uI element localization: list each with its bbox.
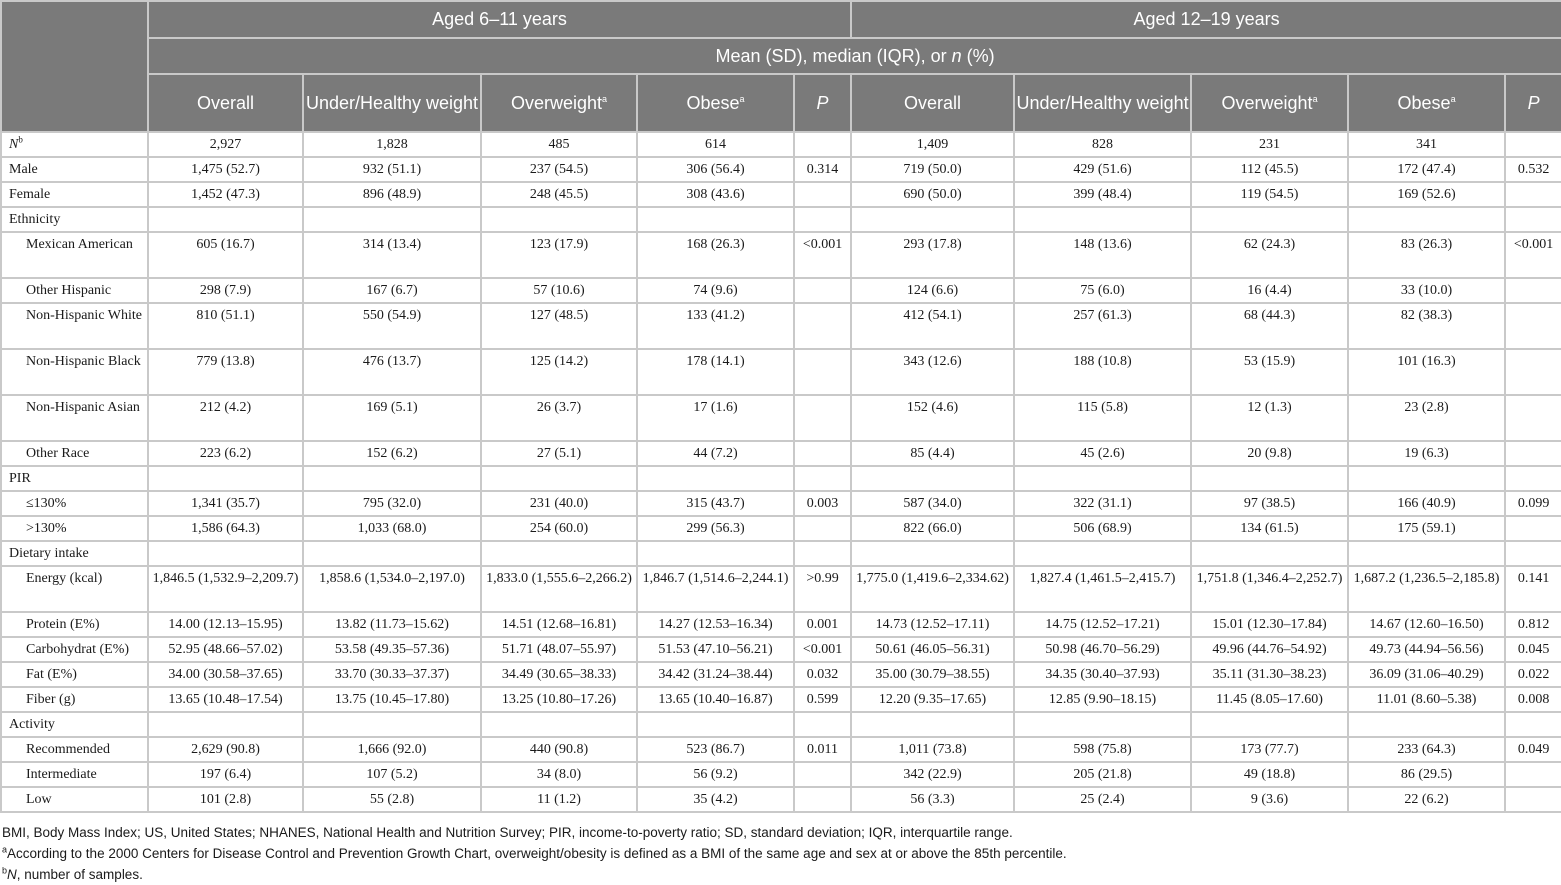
p-value-cell: 0.022 — [1505, 662, 1561, 687]
table-cell: 152 (6.2) — [303, 441, 481, 466]
table-cell: 50.98 (46.70–56.29) — [1014, 637, 1191, 662]
table-cell: 440 (90.8) — [481, 737, 637, 762]
table-cell: 14.51 (12.68–16.81) — [481, 612, 637, 637]
p-value-cell — [794, 182, 851, 207]
p-value-cell — [1505, 182, 1561, 207]
row-label: Non-Hispanic Black — [1, 349, 148, 395]
p-value-cell — [1505, 303, 1561, 349]
table-cell: 34.00 (30.58–37.65) — [148, 662, 303, 687]
table-cell: 133 (41.2) — [637, 303, 794, 349]
p-value-cell: >0.99 — [794, 566, 851, 612]
table-cell: 248 (45.5) — [481, 182, 637, 207]
column-header: Overweight$^a$ — [1191, 74, 1348, 132]
table-row — [1, 207, 1561, 232]
table-cell: 56 (9.2) — [637, 762, 794, 787]
p-value-cell: 0.532 — [1505, 157, 1561, 182]
row-label: >130% — [1, 516, 148, 541]
table-cell — [303, 541, 481, 566]
table-cell: 166 (40.9) — [1348, 491, 1505, 516]
table-cell: 49.73 (44.94–56.56) — [1348, 637, 1505, 662]
table-cell: 51.71 (48.07–55.97) — [481, 637, 637, 662]
p-value-cell — [794, 207, 851, 232]
table-cell: 298 (7.9) — [148, 278, 303, 303]
table-cell: 1,586 (64.3) — [148, 516, 303, 541]
p-value-cell — [1505, 541, 1561, 566]
table-cell — [1191, 712, 1348, 737]
table-cell: 188 (10.8) — [1014, 349, 1191, 395]
p-value-cell — [1505, 441, 1561, 466]
table-cell: 57 (10.6) — [481, 278, 637, 303]
row-label: Fiber (g) — [1, 687, 148, 712]
table-cell: 34.42 (31.24–38.44) — [637, 662, 794, 687]
table-cell: 828 — [1014, 132, 1191, 157]
table-cell: 101 (16.3) — [1348, 349, 1505, 395]
table-cell: 399 (48.4) — [1014, 182, 1191, 207]
row-label: Other Hispanic — [1, 278, 148, 303]
group-header-12-19: Aged 12–19 years — [851, 1, 1561, 38]
row-label: Protein (E%) — [1, 612, 148, 637]
table-cell: 124 (6.6) — [851, 278, 1014, 303]
table-cell: 1,833.0 (1,555.6–2,266.2) — [481, 566, 637, 612]
table-cell: 85 (4.4) — [851, 441, 1014, 466]
table-cell: 17 (1.6) — [637, 395, 794, 441]
row-label: Activity — [1, 712, 148, 737]
table-cell: 12.85 (9.90–18.15) — [1014, 687, 1191, 712]
p-value-cell — [794, 303, 851, 349]
table-cell: 506 (68.9) — [1014, 516, 1191, 541]
p-value-cell — [794, 516, 851, 541]
table-row — [1, 662, 1561, 687]
table-cell: 33.70 (30.33–37.37) — [303, 662, 481, 687]
table-cell: 27 (5.1) — [481, 441, 637, 466]
table-cell: 20 (9.8) — [1191, 441, 1348, 466]
footnote-b: $^b$N, number of samples. — [2, 865, 143, 882]
table-cell — [481, 466, 637, 491]
table-row — [1, 737, 1561, 762]
table-cell: 1,846.5 (1,532.9–2,209.7) — [148, 566, 303, 612]
p-value-cell: 0.141 — [1505, 566, 1561, 612]
table-cell: 75 (6.0) — [1014, 278, 1191, 303]
table-cell — [303, 466, 481, 491]
table-cell — [481, 712, 637, 737]
table-row — [1, 441, 1561, 466]
table-cell: 299 (56.3) — [637, 516, 794, 541]
table-cell: 9 (3.6) — [1191, 787, 1348, 812]
p-value-cell: 0.001 — [794, 612, 851, 637]
table-cell: 34 (8.0) — [481, 762, 637, 787]
table-row — [1, 157, 1561, 182]
table-cell: 97 (38.5) — [1191, 491, 1348, 516]
column-header: Under/Healthy weight — [1014, 74, 1191, 132]
p-value-cell — [794, 541, 851, 566]
p-value-cell: 0.011 — [794, 737, 851, 762]
row-label: Female — [1, 182, 148, 207]
table-cell: 614 — [637, 132, 794, 157]
row-label: Ethnicity — [1, 207, 148, 232]
column-header: Under/Healthy weight — [303, 74, 481, 132]
table-cell: 55 (2.8) — [303, 787, 481, 812]
p-value-cell: 0.045 — [1505, 637, 1561, 662]
table-cell: 82 (38.3) — [1348, 303, 1505, 349]
table-cell: 1,846.7 (1,514.6–2,244.1) — [637, 566, 794, 612]
table-row — [1, 516, 1561, 541]
table-cell: 123 (17.9) — [481, 232, 637, 278]
row-label: Non-Hispanic Asian — [1, 395, 148, 441]
footnote-abbreviations: BMI, Body Mass Index; US, United States; NHANES, National Health and Nutrition Survey; PIR, income-to-poverty ratio; SD, standard deviation; IQR, interquartile range. — [2, 825, 1013, 840]
p-value-cell — [794, 466, 851, 491]
row-label: Carbohydrat (E%) — [1, 637, 148, 662]
p-value-cell: 0.008 — [1505, 687, 1561, 712]
row-label: Recommended — [1, 737, 148, 762]
table-cell: 148 (13.6) — [1014, 232, 1191, 278]
table-cell — [1191, 466, 1348, 491]
table-cell: 11 (1.2) — [481, 787, 637, 812]
p-value-cell — [1505, 278, 1561, 303]
table-cell: 412 (54.1) — [851, 303, 1014, 349]
table-cell — [851, 541, 1014, 566]
table-cell: 56 (3.3) — [851, 787, 1014, 812]
table-cell: 62 (24.3) — [1191, 232, 1348, 278]
table-cell: 14.00 (12.13–15.95) — [148, 612, 303, 637]
row-label: Non-Hispanic White — [1, 303, 148, 349]
table-cell: 322 (31.1) — [1014, 491, 1191, 516]
table-cell — [637, 712, 794, 737]
table-cell — [637, 207, 794, 232]
table-cell: 1,858.6 (1,534.0–2,197.0) — [303, 566, 481, 612]
table-cell: 127 (48.5) — [481, 303, 637, 349]
table-cell — [1014, 207, 1191, 232]
p-value-cell: 0.314 — [794, 157, 851, 182]
table-cell: 306 (56.4) — [637, 157, 794, 182]
column-header: Overall — [851, 74, 1014, 132]
table-cell — [481, 541, 637, 566]
table-cell: 13.75 (10.45–17.80) — [303, 687, 481, 712]
column-header: Overall — [148, 74, 303, 132]
table-cell: 53 (15.9) — [1191, 349, 1348, 395]
table-cell: 314 (13.4) — [303, 232, 481, 278]
table-cell — [303, 712, 481, 737]
p-value-cell — [1505, 516, 1561, 541]
table-cell: 178 (14.1) — [637, 349, 794, 395]
p-value-cell — [794, 349, 851, 395]
p-value-cell — [1505, 395, 1561, 441]
row-label: PIR — [1, 466, 148, 491]
table-cell: 12 (1.3) — [1191, 395, 1348, 441]
table-cell: 86 (29.5) — [1348, 762, 1505, 787]
table-row — [1, 349, 1561, 395]
table-cell: 33 (10.0) — [1348, 278, 1505, 303]
table-cell: 25 (2.4) — [1014, 787, 1191, 812]
table-cell: 719 (50.0) — [851, 157, 1014, 182]
header-corner — [1, 1, 148, 132]
table-cell: 1,827.4 (1,461.5–2,415.7) — [1014, 566, 1191, 612]
table-cell — [1348, 712, 1505, 737]
table-cell: 19 (6.3) — [1348, 441, 1505, 466]
table-row — [1, 182, 1561, 207]
table-cell — [148, 207, 303, 232]
table-cell: 779 (13.8) — [148, 349, 303, 395]
column-header-row — [1, 74, 1561, 132]
table-cell: 168 (26.3) — [637, 232, 794, 278]
p-value-cell: 0.599 — [794, 687, 851, 712]
table-cell: 22 (6.2) — [1348, 787, 1505, 812]
table-cell: 68 (44.3) — [1191, 303, 1348, 349]
table-cell: 23 (2.8) — [1348, 395, 1505, 441]
table-header — [1, 1, 1561, 132]
table-row — [1, 712, 1561, 737]
table-cell: 175 (59.1) — [1348, 516, 1505, 541]
footnotes — [2, 822, 1067, 885]
row-label: Intermediate — [1, 762, 148, 787]
row-label: Dietary intake — [1, 541, 148, 566]
table-cell: 35 (4.2) — [637, 787, 794, 812]
table-cell: 485 — [481, 132, 637, 157]
table-cell: 233 (64.3) — [1348, 737, 1505, 762]
table-cell: 205 (21.8) — [1014, 762, 1191, 787]
table-cell: 1,452 (47.3) — [148, 182, 303, 207]
column-header: P — [1505, 74, 1561, 132]
table-cell: 14.67 (12.60–16.50) — [1348, 612, 1505, 637]
table-row — [1, 762, 1561, 787]
table-cell: 172 (47.4) — [1348, 157, 1505, 182]
table-cell: 308 (43.6) — [637, 182, 794, 207]
table-cell: 167 (6.7) — [303, 278, 481, 303]
row-label: Low — [1, 787, 148, 812]
p-value-cell — [794, 787, 851, 812]
p-value-cell — [1505, 712, 1561, 737]
table-cell: 152 (4.6) — [851, 395, 1014, 441]
p-value-cell — [1505, 349, 1561, 395]
table-cell — [1014, 541, 1191, 566]
table-row — [1, 787, 1561, 812]
table-cell: 16 (4.4) — [1191, 278, 1348, 303]
table-cell: 13.82 (11.73–15.62) — [303, 612, 481, 637]
column-header: P — [794, 74, 851, 132]
table-row — [1, 132, 1561, 157]
table-cell — [1014, 466, 1191, 491]
p-value-cell — [794, 712, 851, 737]
column-header: Overweight$^a$ — [481, 74, 637, 132]
table-cell: 932 (51.1) — [303, 157, 481, 182]
table-cell: 1,666 (92.0) — [303, 737, 481, 762]
table-cell: 13.65 (10.40–16.87) — [637, 687, 794, 712]
p-value-cell — [1505, 132, 1561, 157]
table-row — [1, 566, 1561, 612]
table-cell: 342 (22.9) — [851, 762, 1014, 787]
table-cell: 12.20 (9.35–17.65) — [851, 687, 1014, 712]
table-cell: 795 (32.0) — [303, 491, 481, 516]
table-cell: 1,011 (73.8) — [851, 737, 1014, 762]
table-cell: 197 (6.4) — [148, 762, 303, 787]
table-cell: 115 (5.8) — [1014, 395, 1191, 441]
table-cell: 1,033 (68.0) — [303, 516, 481, 541]
table-cell: 605 (16.7) — [148, 232, 303, 278]
table-row — [1, 491, 1561, 516]
table-cell: 14.75 (12.52–17.21) — [1014, 612, 1191, 637]
p-value-cell — [1505, 207, 1561, 232]
table-cell: 107 (5.2) — [303, 762, 481, 787]
table-cell: 1,475 (52.7) — [148, 157, 303, 182]
table-cell: 2,629 (90.8) — [148, 737, 303, 762]
p-value-cell — [1505, 762, 1561, 787]
stat-label-header: Mean (SD), median (IQR), or n (%) — [148, 38, 1561, 74]
table-cell: 36.09 (31.06–40.29) — [1348, 662, 1505, 687]
table-cell: 49 (18.8) — [1191, 762, 1348, 787]
footnote-a: $^a$According to the 2000 Centers for Disease Control and Prevention Growth Chart, overweight/obesity is defined as a BMI of the same age and sex at or above the 85th percentile. — [2, 844, 1067, 861]
column-header: Obese$^a$ — [1348, 74, 1505, 132]
row-label: Energy (kcal) — [1, 566, 148, 612]
p-value-cell — [794, 278, 851, 303]
table-cell: 169 (52.6) — [1348, 182, 1505, 207]
table-cell — [1348, 541, 1505, 566]
table-cell — [148, 541, 303, 566]
p-value-cell: 0.049 — [1505, 737, 1561, 762]
table-cell: 231 — [1191, 132, 1348, 157]
p-value-cell — [794, 132, 851, 157]
column-header: Obese$^a$ — [637, 74, 794, 132]
table-cell: 83 (26.3) — [1348, 232, 1505, 278]
p-value-cell — [1505, 787, 1561, 812]
table-cell — [1191, 541, 1348, 566]
table-cell — [1014, 712, 1191, 737]
table-cell: 52.95 (48.66–57.02) — [148, 637, 303, 662]
table-cell: 223 (6.2) — [148, 441, 303, 466]
table-row — [1, 541, 1561, 566]
table-cell: 11.45 (8.05–17.60) — [1191, 687, 1348, 712]
table-cell — [637, 466, 794, 491]
p-value-cell: <0.001 — [794, 637, 851, 662]
table-cell: 212 (4.2) — [148, 395, 303, 441]
table-cell: 341 — [1348, 132, 1505, 157]
table-cell: 257 (61.3) — [1014, 303, 1191, 349]
table-cell: 74 (9.6) — [637, 278, 794, 303]
p-value-cell — [794, 395, 851, 441]
table-cell: 476 (13.7) — [303, 349, 481, 395]
table-cell — [481, 207, 637, 232]
table-cell: 1,828 — [303, 132, 481, 157]
table-cell: 34.35 (30.40–37.93) — [1014, 662, 1191, 687]
table-cell: 112 (45.5) — [1191, 157, 1348, 182]
table-cell: 822 (66.0) — [851, 516, 1014, 541]
p-value-cell — [794, 762, 851, 787]
table-cell: 315 (43.7) — [637, 491, 794, 516]
table-cell: 35.11 (31.30–38.23) — [1191, 662, 1348, 687]
table-cell: 173 (77.7) — [1191, 737, 1348, 762]
table-cell: 134 (61.5) — [1191, 516, 1348, 541]
table-cell — [1191, 207, 1348, 232]
table-cell: 1,341 (35.7) — [148, 491, 303, 516]
table-cell: 231 (40.0) — [481, 491, 637, 516]
table-row — [1, 612, 1561, 637]
table-cell — [148, 712, 303, 737]
group-header-6-11: Aged 6–11 years — [148, 1, 851, 38]
p-value-cell: 0.003 — [794, 491, 851, 516]
table-row — [1, 395, 1561, 441]
table-cell: 293 (17.8) — [851, 232, 1014, 278]
table-cell: 53.58 (49.35–57.36) — [303, 637, 481, 662]
table-row — [1, 687, 1561, 712]
table-cell — [1348, 207, 1505, 232]
table-cell: 51.53 (47.10–56.21) — [637, 637, 794, 662]
table-cell — [851, 712, 1014, 737]
row-label: ≤130% — [1, 491, 148, 516]
table-cell: 14.73 (12.52–17.11) — [851, 612, 1014, 637]
table-cell — [303, 207, 481, 232]
row-label: Other Race — [1, 441, 148, 466]
table-cell: 49.96 (44.76–54.92) — [1191, 637, 1348, 662]
table-cell — [148, 466, 303, 491]
p-value-cell: 0.812 — [1505, 612, 1561, 637]
table-cell: 587 (34.0) — [851, 491, 1014, 516]
table-row — [1, 637, 1561, 662]
p-value-cell: 0.032 — [794, 662, 851, 687]
table-cell: 550 (54.9) — [303, 303, 481, 349]
table-cell — [637, 541, 794, 566]
table-row — [1, 466, 1561, 491]
row-label: Fat (E%) — [1, 662, 148, 687]
row-label: Mexican American — [1, 232, 148, 278]
table-cell: 13.25 (10.80–17.26) — [481, 687, 637, 712]
row-label: $N^b$ — [1, 132, 148, 157]
table-cell — [851, 466, 1014, 491]
table-cell: 429 (51.6) — [1014, 157, 1191, 182]
p-value-cell: <0.001 — [1505, 232, 1561, 278]
table-cell: 125 (14.2) — [481, 349, 637, 395]
table-cell: 690 (50.0) — [851, 182, 1014, 207]
table-cell: 169 (5.1) — [303, 395, 481, 441]
table-cell: 598 (75.8) — [1014, 737, 1191, 762]
table-row — [1, 278, 1561, 303]
table-row — [1, 232, 1561, 278]
table-cell: 35.00 (30.79–38.55) — [851, 662, 1014, 687]
table-cell — [851, 207, 1014, 232]
table-cell: 50.61 (46.05–56.31) — [851, 637, 1014, 662]
p-value-cell: <0.001 — [794, 232, 851, 278]
table-cell: 44 (7.2) — [637, 441, 794, 466]
table-cell: 1,409 — [851, 132, 1014, 157]
table-cell: 523 (86.7) — [637, 737, 794, 762]
table-cell: 26 (3.7) — [481, 395, 637, 441]
table-body — [1, 132, 1561, 812]
table-cell: 810 (51.1) — [148, 303, 303, 349]
table-cell: 254 (60.0) — [481, 516, 637, 541]
p-value-cell — [1505, 466, 1561, 491]
table-cell: 13.65 (10.48–17.54) — [148, 687, 303, 712]
table-cell: 343 (12.6) — [851, 349, 1014, 395]
row-label: Male — [1, 157, 148, 182]
table-cell: 1,751.8 (1,346.4–2,252.7) — [1191, 566, 1348, 612]
table-cell: 14.27 (12.53–16.34) — [637, 612, 794, 637]
p-value-cell — [794, 441, 851, 466]
table-cell: 1,687.2 (1,236.5–2,185.8) — [1348, 566, 1505, 612]
table-cell: 11.01 (8.60–5.38) — [1348, 687, 1505, 712]
table-cell: 15.01 (12.30–17.84) — [1191, 612, 1348, 637]
table-cell: 237 (54.5) — [481, 157, 637, 182]
table-cell: 119 (54.5) — [1191, 182, 1348, 207]
table-cell — [1348, 466, 1505, 491]
table-cell: 34.49 (30.65–38.33) — [481, 662, 637, 687]
table-cell: 45 (2.6) — [1014, 441, 1191, 466]
table-row — [1, 303, 1561, 349]
table-cell: 2,927 — [148, 132, 303, 157]
table-cell: 1,775.0 (1,419.6–2,334.62) — [851, 566, 1014, 612]
table-cell: 896 (48.9) — [303, 182, 481, 207]
table-cell: 101 (2.8) — [148, 787, 303, 812]
p-value-cell: 0.099 — [1505, 491, 1561, 516]
